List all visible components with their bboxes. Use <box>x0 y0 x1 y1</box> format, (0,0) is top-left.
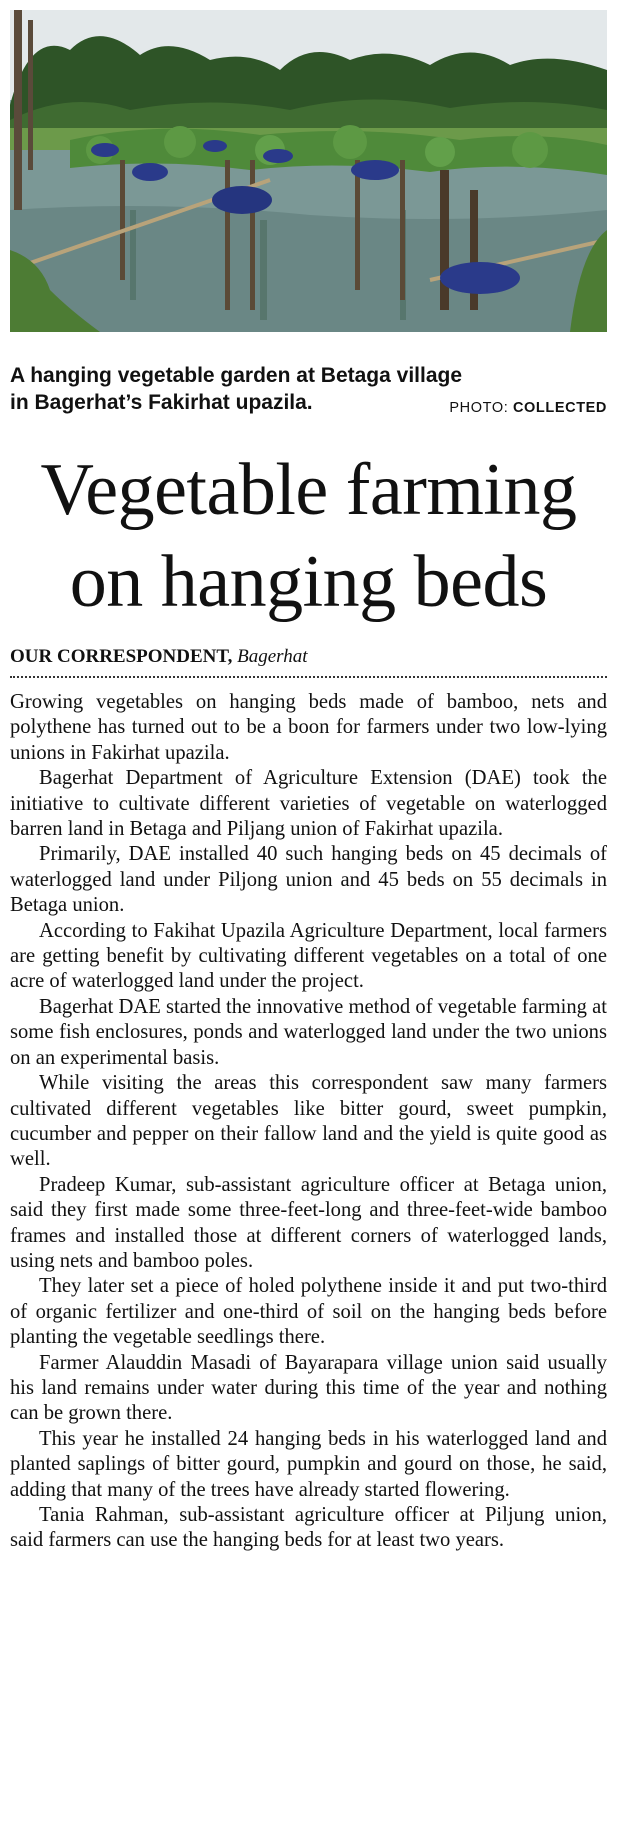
hanging-garden-photo <box>10 10 607 332</box>
paragraph: Growing vegetables on hanging beds made of bamboo, nets and polythene has turned out to be a boon for farmers under two low-lying unions in Fakirhat upazila. <box>10 691 607 764</box>
article-body <box>10 690 607 1554</box>
headline: Vegetable farming on hanging beds <box>40 449 577 623</box>
photo-caption <box>10 362 607 418</box>
photo-credit-source: COLLECTED <box>512 400 607 416</box>
paragraph: Tania Rahman, sub-assistant agriculture officer at Piljung union, said farmers can use the hanging beds for at least two years. <box>10 1504 607 1552</box>
photo-credit-label: PHOTO: <box>449 400 509 416</box>
caption-text: A hanging vegetable garden at Betaga village in Bagerhat’s Fakirhat upazila. <box>10 364 463 414</box>
byline-name: OUR CORRESPONDENT, <box>10 646 233 667</box>
paragraph: Farmer Alauddin Masadi of Bayarapara village union said usually his land remains under water during this time of the year and nothing can be grown there. <box>10 1351 607 1425</box>
photo-credit <box>449 400 607 416</box>
byline-place: Bagerhat <box>237 646 308 667</box>
paragraph: While visiting the areas this correspondent saw many farmers cultivated different vegetables like bitter gourd, sweet pumpkin, cucumber and pepper on their fallow land and the yield is quite good as well. <box>10 1072 607 1171</box>
paragraph: They later set a piece of holed polythene inside it and put two-third of organic fertilizer and one-third of soil on the hanging beds before planting the vegetable seedlings there. <box>10 1275 607 1349</box>
byline-divider <box>10 676 607 678</box>
paragraph: Primarily, DAE installed 40 such hanging beds on 45 decimals of waterlogged land under Piljong union and 45 beds on 55 decimals in Betaga union. <box>10 843 607 917</box>
paragraph: According to Fakihat Upazila Agriculture Department, local farmers are getting benefit by cultivating different vegetables on a total of one acre of waterlogged land under the project. <box>10 919 607 993</box>
paragraph: Pradeep Kumar, sub-assistant agriculture officer at Betaga union, said they first made some three-feet-long and three-feet-wide bamboo frames and installed those at different corners of waterlogged lands, using nets and bamboo poles. <box>10 1173 607 1272</box>
article-photo <box>10 10 607 332</box>
paragraph: This year he installed 24 hanging beds in his waterlogged land and planted saplings of bitter gourd, pumpkin and gourd on those, he said, adding that many of the trees have already started flowering. <box>10 1427 607 1501</box>
paragraph: Bagerhat DAE started the innovative method of vegetable farming at some fish enclosures, ponds and waterlogged land under the two unions on an experimental basis. <box>10 995 607 1069</box>
byline <box>10 646 607 674</box>
paragraph: Bagerhat Department of Agriculture Extension (DAE) took the initiative to cultivate different varieties of vegetable on waterlogged barren land in Betaga and Piljang union of Fakirhat upazila. <box>10 767 607 841</box>
article <box>10 10 607 1554</box>
